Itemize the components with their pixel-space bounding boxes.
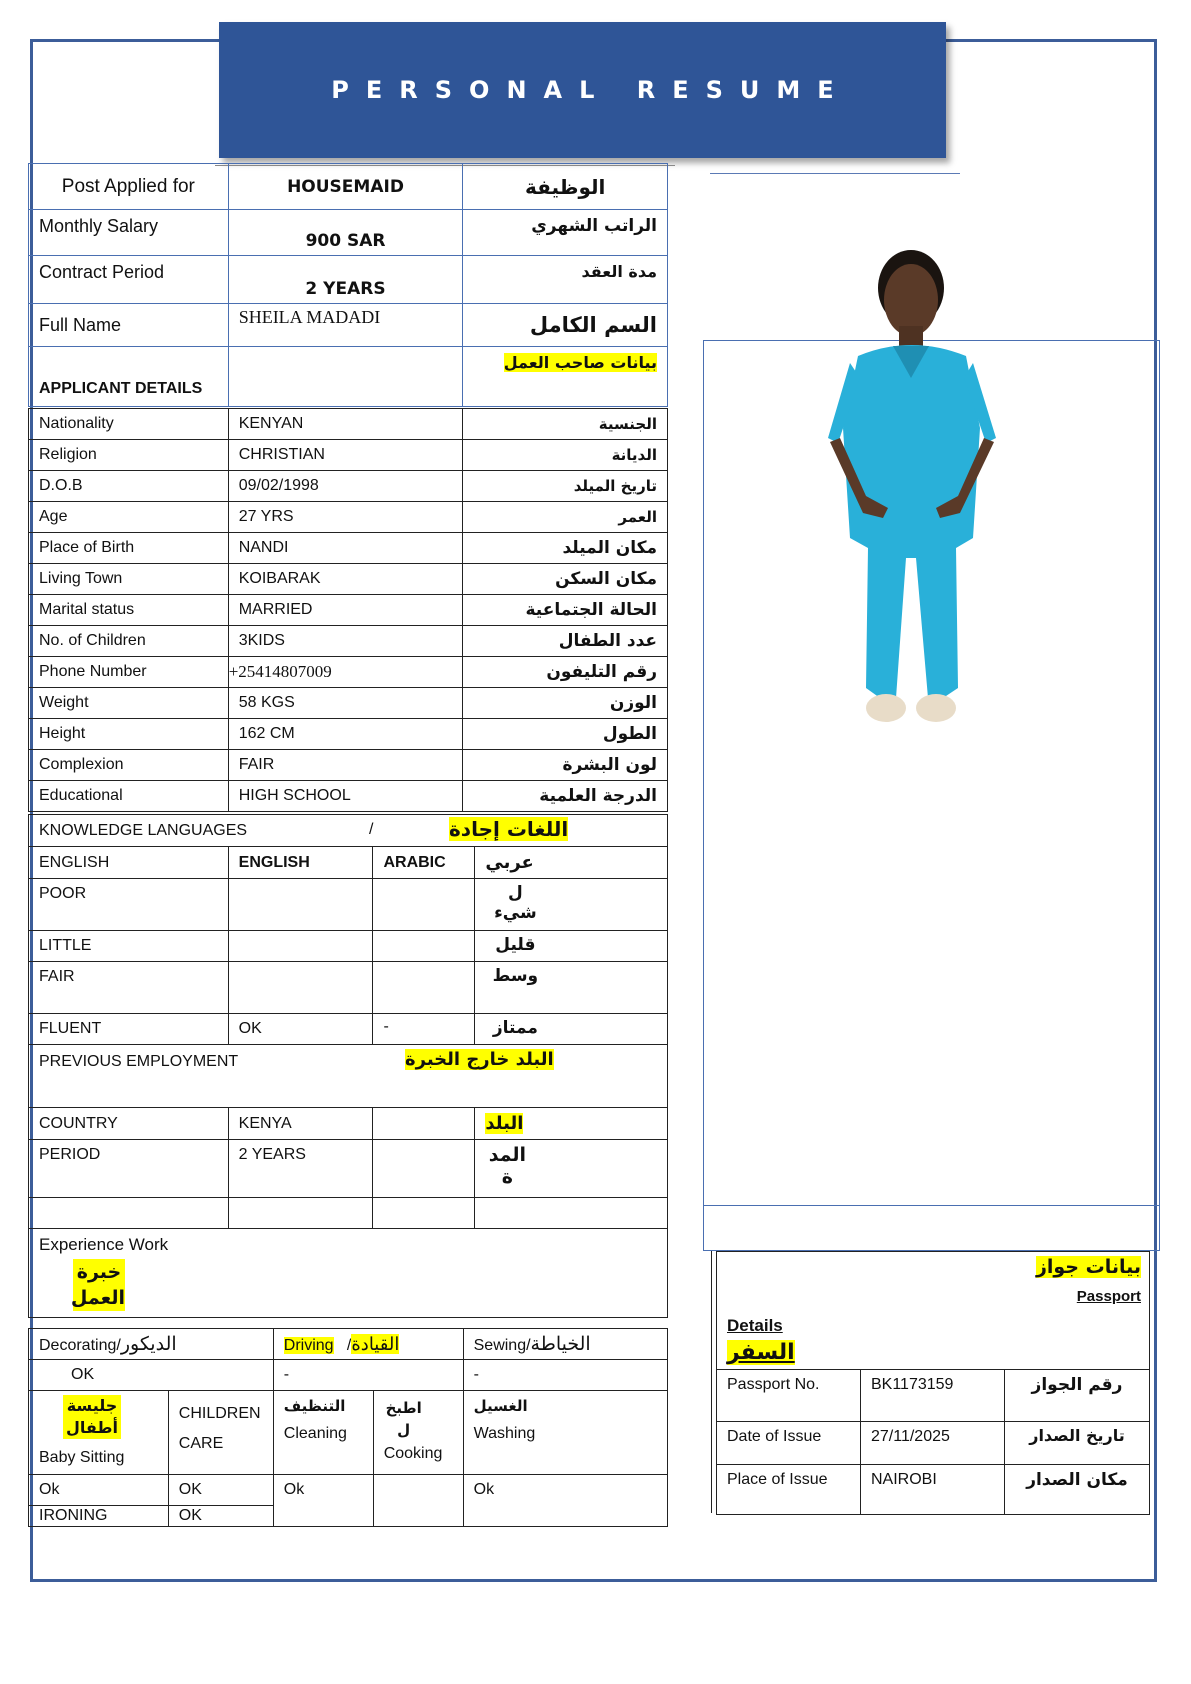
detail-ar: الطول	[463, 719, 668, 750]
language-level-ar-text: ل شيء	[494, 883, 537, 923]
language-level-ar-text: ممتاز	[492, 1018, 538, 1038]
passport-no-ar: رقم الجواز	[1005, 1370, 1150, 1422]
issue-place-value: NAIROBI	[861, 1465, 1005, 1515]
detail-ar: العمر	[463, 502, 668, 533]
issue-place-ar: مكان الصدار	[1005, 1465, 1150, 1515]
empty-cell	[228, 347, 463, 407]
detail-value: 09/02/1998	[228, 471, 463, 502]
detail-label: Height	[29, 719, 229, 750]
washing-cell	[463, 1391, 667, 1475]
languages-header	[29, 815, 668, 847]
name-ar: السم الكامل	[463, 304, 668, 347]
detail-value: 58 KGS	[228, 688, 463, 719]
language-arabic: -	[373, 1014, 475, 1045]
language-level-ar-text: قليل	[495, 935, 536, 955]
language-level-ar	[475, 962, 668, 1014]
detail-value: 162 CM	[228, 719, 463, 750]
neck-shape	[899, 326, 923, 348]
language-level: LITTLE	[29, 931, 229, 962]
issue-place-label: Place of Issue	[717, 1465, 861, 1515]
detail-value: FAIR	[228, 750, 463, 781]
detail-row	[29, 688, 668, 719]
applicant-label: APPLICANT DETAILS	[29, 347, 229, 407]
applicant-ar-text: بيانات صاحب العمل	[503, 353, 657, 372]
period-ar-text: المدة	[488, 1144, 527, 1188]
empty-cell	[373, 1108, 475, 1140]
detail-label: Phone Number	[29, 657, 229, 688]
lang-col0: ENGLISH	[29, 847, 229, 879]
language-english	[228, 879, 373, 931]
detail-ar: الوزن	[463, 688, 668, 719]
salary-ar: الراتب الشهري	[463, 210, 668, 256]
period-ar	[475, 1140, 668, 1198]
children-value: OK	[168, 1475, 273, 1506]
country-label: COUNTRY	[29, 1108, 229, 1140]
washing-ar: الغسيل	[473, 1397, 528, 1415]
detail-label: Marital status	[29, 595, 229, 626]
decorating-header	[29, 1329, 274, 1360]
empty-cell	[373, 1198, 475, 1229]
detail-row	[29, 564, 668, 595]
experience-header-ar: خبرة العمل	[70, 1261, 125, 1309]
empty-cell	[29, 1198, 229, 1229]
detail-label: Complexion	[29, 750, 229, 781]
empty-cell	[373, 1475, 463, 1527]
divider-line	[710, 173, 960, 174]
passport-no-label: Passport No.	[717, 1370, 861, 1422]
language-row	[29, 879, 668, 931]
detail-label: Weight	[29, 688, 229, 719]
issue-date-label: Date of Issue	[717, 1422, 861, 1465]
issue-date-ar: تاريخ الصدار	[1005, 1422, 1150, 1465]
country-ar	[475, 1108, 668, 1140]
ironing-value: OK	[168, 1506, 273, 1527]
detail-value: HIGH SCHOOL	[228, 781, 463, 812]
language-row	[29, 1014, 668, 1045]
employment-header-ar: البلد خارج الخبرة	[405, 1049, 554, 1070]
lang-col3: عربي	[475, 847, 668, 879]
detail-row	[29, 440, 668, 471]
detail-value: 3KIDS	[228, 626, 463, 657]
washing-value: Ok	[463, 1475, 667, 1527]
cleaning-cell	[273, 1391, 373, 1475]
detail-label: Age	[29, 502, 229, 533]
skills-table	[28, 1328, 668, 1527]
detail-row	[29, 626, 668, 657]
page-title: PERSONAL RESUME	[331, 76, 851, 104]
passport-details: Details	[727, 1316, 783, 1335]
right-shoe	[916, 694, 956, 722]
baby-ar: جليسة أطفال	[63, 1395, 121, 1439]
baby-text: Baby Sitting	[39, 1449, 125, 1466]
name-label: Full Name	[29, 304, 229, 347]
period-label: PERIOD	[29, 1140, 229, 1198]
passport-header-ar-text: بيانات جواز	[1035, 1256, 1141, 1278]
cleaning-ar: التنظيف	[283, 1397, 346, 1415]
country-value: KENYA	[228, 1108, 373, 1140]
passport-header	[717, 1252, 1150, 1370]
cooking-ar: اطبخ ل	[385, 1399, 422, 1439]
driving-sep: /	[346, 1336, 352, 1354]
language-row	[29, 931, 668, 962]
salary-label: Monthly Salary	[29, 210, 229, 256]
detail-row	[29, 409, 668, 440]
cooking-text: Cooking	[383, 1445, 443, 1462]
applicant-ar	[463, 347, 668, 407]
driving-value: -	[273, 1360, 463, 1391]
detail-value: KENYAN	[228, 409, 463, 440]
languages-header-text: KNOWLEDGE LANGUAGES	[39, 821, 248, 839]
contract-ar: مدة العقد	[463, 256, 668, 304]
cleaning-value: Ok	[273, 1475, 373, 1527]
detail-row	[29, 502, 668, 533]
country-ar-text: البلد	[485, 1113, 524, 1134]
detail-ar: عدد الطفال	[463, 626, 668, 657]
detail-ar: لون البشرة	[463, 750, 668, 781]
baby-sitting-cell	[29, 1391, 169, 1475]
detail-ar: الدرجة العلمية	[463, 781, 668, 812]
languages-header-ar: اللغات إجادة	[449, 817, 569, 841]
languages-table	[28, 814, 668, 1318]
language-arabic	[373, 931, 475, 962]
language-level: FLUENT	[29, 1014, 229, 1045]
detail-row	[29, 471, 668, 502]
decorating-value: OK	[29, 1360, 274, 1391]
applicant-photo	[808, 238, 1018, 783]
language-english	[228, 931, 373, 962]
ironing-label: IRONING	[29, 1506, 169, 1527]
empty-cell	[228, 1198, 373, 1229]
left-shoe	[866, 694, 906, 722]
employment-header	[29, 1045, 668, 1108]
detail-label: Living Town	[29, 564, 229, 595]
washing-text: Washing	[473, 1425, 536, 1442]
cleaning-text: Cleaning	[283, 1425, 347, 1442]
sewing-header	[463, 1329, 667, 1360]
empty-cell	[373, 1140, 475, 1198]
language-level-ar-text: وسط	[492, 966, 539, 986]
detail-ar: مكان السكن	[463, 564, 668, 595]
detail-row	[29, 533, 668, 564]
sewing-text: Sewing/	[473, 1336, 531, 1354]
face-shape	[884, 264, 938, 336]
contract-label: Contract Period	[29, 256, 229, 304]
cooking-cell	[373, 1391, 463, 1475]
driving-text: Driving	[283, 1336, 334, 1354]
experience-header	[29, 1229, 668, 1318]
driving-ar: القيادة	[351, 1333, 400, 1354]
language-level-ar	[475, 931, 668, 962]
detail-row	[29, 657, 668, 688]
decorating-ar: الديكور	[120, 1333, 177, 1355]
detail-value: CHRISTIAN	[228, 440, 463, 471]
passport-table	[716, 1251, 1150, 1515]
baby-value: Ok	[29, 1475, 169, 1506]
language-row	[29, 962, 668, 1014]
period-value: 2 YEARS	[228, 1140, 373, 1198]
detail-label: Place of Birth	[29, 533, 229, 564]
language-english	[228, 962, 373, 1014]
empty-cell	[475, 1198, 668, 1229]
detail-label: Nationality	[29, 409, 229, 440]
lang-col1: ENGLISH	[228, 847, 373, 879]
title-banner	[219, 22, 946, 158]
post-ar: الوظيفة	[463, 164, 668, 210]
language-level-ar	[475, 1014, 668, 1045]
detail-ar: الجنسية	[463, 409, 668, 440]
language-arabic	[373, 879, 475, 931]
sewing-value: -	[463, 1360, 667, 1391]
details-table	[28, 408, 668, 812]
passport-header-ar	[1036, 1256, 1141, 1278]
job-table	[28, 163, 668, 407]
language-level: FAIR	[29, 962, 229, 1014]
detail-value: NANDI	[228, 533, 463, 564]
post-value: HOUSEMAID	[228, 164, 463, 210]
salary-value: 900 SAR	[228, 210, 463, 256]
driving-header	[273, 1329, 463, 1360]
detail-value: MARRIED	[228, 595, 463, 626]
detail-label: Educational	[29, 781, 229, 812]
detail-value: +25414807009	[228, 657, 463, 688]
passport-no-value: BK1173159	[861, 1370, 1005, 1422]
uniform-shape	[843, 345, 980, 698]
detail-label: No. of Children	[29, 626, 229, 657]
detail-label: D.O.B	[29, 471, 229, 502]
language-level-ar	[475, 879, 668, 931]
detail-ar: الديانة	[463, 440, 668, 471]
employment-header-text: PREVIOUS EMPLOYMENT	[39, 1053, 239, 1070]
passport-travel-ar: السفر	[727, 1340, 795, 1365]
detail-ar: مكان الميلد	[463, 533, 668, 564]
experience-header-text: Experience Work	[39, 1235, 169, 1254]
detail-ar: الحالة الجتماعية	[463, 595, 668, 626]
detail-ar: تاريخ الميلد	[463, 471, 668, 502]
language-level: POOR	[29, 879, 229, 931]
language-english: OK	[228, 1014, 373, 1045]
detail-row	[29, 719, 668, 750]
languages-slash: /	[369, 821, 374, 838]
passport-header-en: Passport	[1076, 1288, 1141, 1305]
lang-col2: ARABIC	[373, 847, 475, 879]
detail-row	[29, 750, 668, 781]
detail-label: Religion	[29, 440, 229, 471]
language-arabic	[373, 962, 475, 1014]
detail-value: KOIBARAK	[228, 564, 463, 595]
decorating-text: Decorating/	[39, 1336, 121, 1354]
detail-value: 27 YRS	[228, 502, 463, 533]
photo-box-divider	[704, 1205, 1159, 1206]
issue-date-value: 27/11/2025	[861, 1422, 1005, 1465]
post-label: Post Applied for	[29, 164, 229, 210]
contract-value: 2 YEARS	[228, 256, 463, 304]
detail-row	[29, 595, 668, 626]
detail-ar: رقم التليفون	[463, 657, 668, 688]
detail-row	[29, 781, 668, 812]
name-value: SHEILA MADADI	[228, 304, 463, 347]
children-care-cell: CHILDREN CARE	[168, 1391, 273, 1475]
sewing-ar: الخياطة	[530, 1333, 591, 1355]
